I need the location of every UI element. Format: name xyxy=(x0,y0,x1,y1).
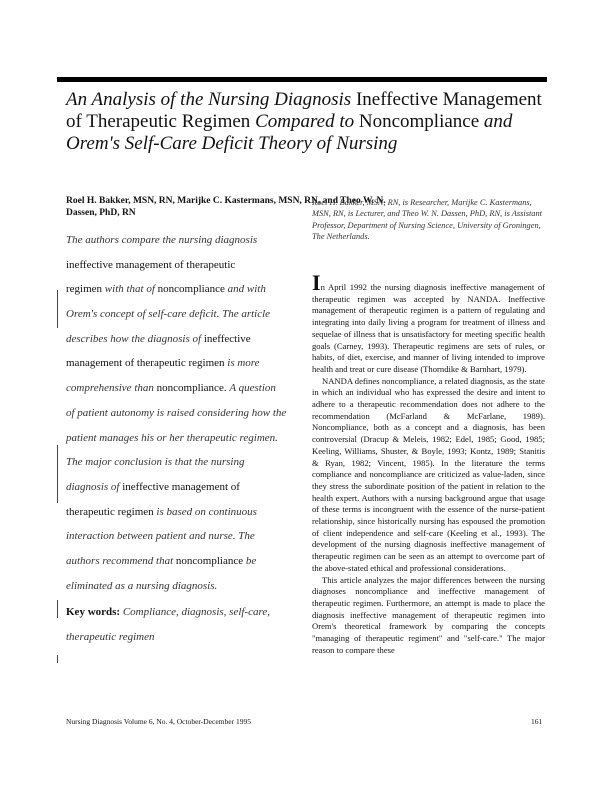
abstract-segment: authors recommend that xyxy=(66,554,176,567)
abstract-segment: with that of xyxy=(104,283,158,296)
title-segment: Ineffective Management of Therapeutic Regimen xyxy=(66,89,542,132)
keywords-continuation: therapeutic regimen xyxy=(66,631,155,643)
journal-footer: Nursing Diagnosis Volume 6, No. 4, October-December 1995 xyxy=(66,717,251,726)
margin-mark xyxy=(57,600,58,618)
abstract-segment: comprehensive than xyxy=(66,382,157,395)
abstract-line xyxy=(66,524,291,549)
abstract xyxy=(66,228,291,650)
body-paragraph xyxy=(312,270,545,376)
abstract-segment: regimen xyxy=(66,283,105,296)
margin-mark xyxy=(57,655,58,663)
article-title xyxy=(66,89,556,155)
abstract-segment: ineffective management of therapeutic xyxy=(66,258,236,271)
abstract-line xyxy=(66,401,291,426)
abstract-segment: noncompliance. xyxy=(156,382,230,395)
author-affiliation: Roel H. Bakker, MSN, RN, is Researcher, Marijke C. Kastermans, MSN, RN, is Lecturer, and Theo W. N. Dassen, PhD, RN, is Assistant Professor, Department of Nursing Science, University of Groningen, The Netherlands. xyxy=(312,198,543,241)
abstract-segment: therapeutic regimen xyxy=(66,505,157,518)
page-number: 161 xyxy=(531,717,543,726)
abstract-segment: eliminated as a nursing diagnosis. xyxy=(66,579,218,592)
abstract-segment: and with xyxy=(227,283,266,296)
title-segment: and Orem's Self-Care Deficit Theory of Nursing xyxy=(66,111,513,154)
abstract-line xyxy=(66,574,291,599)
abstract-line xyxy=(66,376,291,401)
abstract-segment: management of therapeutic regimen xyxy=(66,357,228,370)
abstract-line xyxy=(66,475,291,500)
abstract-segment: is more xyxy=(227,357,260,370)
abstract-line xyxy=(66,549,291,574)
abstract-segment: diagnosis of xyxy=(66,480,123,493)
abstract-segment: is based on continuous xyxy=(156,505,257,518)
title-segment: Compared to xyxy=(255,111,359,132)
margin-mark xyxy=(57,445,58,503)
abstract-line xyxy=(66,450,291,475)
abstract-segment: patient manages his or her therapeutic regimen. xyxy=(66,431,278,444)
abstract-segment: The authors compare the nursing diagnosis xyxy=(66,234,258,246)
abstract-segment: Orem's concept of self-care deficit. The article xyxy=(66,308,271,321)
abstract-segment: A question xyxy=(229,382,276,395)
abstract-line xyxy=(66,253,291,278)
abstract-segment: of patient autonomy is raised considering how the xyxy=(66,406,287,419)
paragraph-text: n April 1992 the nursing diagnosis ineffective management of therapeutic regimen was accepted by NANDA. Ineffective management of therapeutic regimen is a pattern of regulating and integrating into daily living a program for treatment of illness and sequelae of illness that is unsatisfactory for meeting specific health goals (Carney, 1993). Therapeutic regimens are sets of rules, or habits, of diet, exercise, and manner of living intended to improve health and treat or cure disease (Thorndike & Barnhart, 1979). xyxy=(312,282,545,374)
body-paragraph: NANDA defines noncompliance, a related diagnosis, as the state in which an individual who has expressed the desire and intent to adhere to a therapeutic recommendation does not adhere to the recommendation (McFarland & McFarlane, 1989). Noncompliance, both as a concept and a diagnosis, has been controversial (Dracup & Meleis, 1982; Edel, 1985; Good, 1985; Keeling, Williams, Shuster, & Boyle, 1993; Kontz, 1989; Stanitis & Ryan, 1982; Vincent, 1985). In the literature the terms compliance and noncompliance are criticized as value-laden, since they stress the subordinate position of the patient in relation to the health expert. Authors with a nursing background argue that usage of these terms is incongruent with the essence of the nurse-patient relationship, since historically nursing has espoused the promotion of client independence and self-care (Keeling et al., 1993). The development of the nursing diagnosis ineffective management of therapeutic regimen can be seen as an attempt to overcome part of the above-stated ethical and professional considerations. xyxy=(312,375,545,573)
abstract-segment: interaction between patient and nurse. The xyxy=(66,530,255,543)
keywords-label: Key words: xyxy=(66,606,123,619)
abstract-segment: ineffective management of xyxy=(122,480,240,493)
abstract-segment: The major conclusion is that the nursing xyxy=(66,456,245,469)
keywords-list: Compliance, diagnosis, self-care, xyxy=(122,606,270,619)
body-text xyxy=(312,270,545,657)
body-paragraph: This article analyzes the major differences between the nursing diagnoses noncompliance and ineffective management of therapeutic regimen. Furthermore, an attempt is made to place the diagnosis ineffective management of therapeutic regimen into Orem's theoretical framework by comparing the concepts "managing of therapeutic regiment" and "self-care." The major reason to compare these xyxy=(312,574,545,655)
title-segment: An Analysis of the Nursing Diagnosis xyxy=(66,89,356,110)
margin-mark xyxy=(57,290,58,328)
abstract-segment: noncompliance xyxy=(157,283,228,296)
abstract-line xyxy=(66,351,291,376)
header-rule xyxy=(57,77,547,82)
keywords-line xyxy=(66,600,291,625)
abstract-line xyxy=(66,277,291,302)
author-list: Roel H. Bakker, MSN, RN, Marijke C. Kastermans, MSN, RN, and Theo W. N. Dassen, PhD, RN xyxy=(66,196,386,218)
title-segment: Noncompliance xyxy=(358,111,484,132)
drop-cap: I xyxy=(312,270,321,295)
abstract-segment: noncompliance xyxy=(175,554,246,567)
abstract-line xyxy=(66,426,291,451)
abstract-line xyxy=(66,302,291,327)
abstract-line xyxy=(66,228,291,253)
abstract-segment: ineffective xyxy=(203,332,251,345)
abstract-segment: describes how the diagnosis of xyxy=(66,332,204,345)
abstract-line xyxy=(66,500,291,525)
abstract-segment: be xyxy=(245,554,257,567)
abstract-line xyxy=(66,327,291,352)
